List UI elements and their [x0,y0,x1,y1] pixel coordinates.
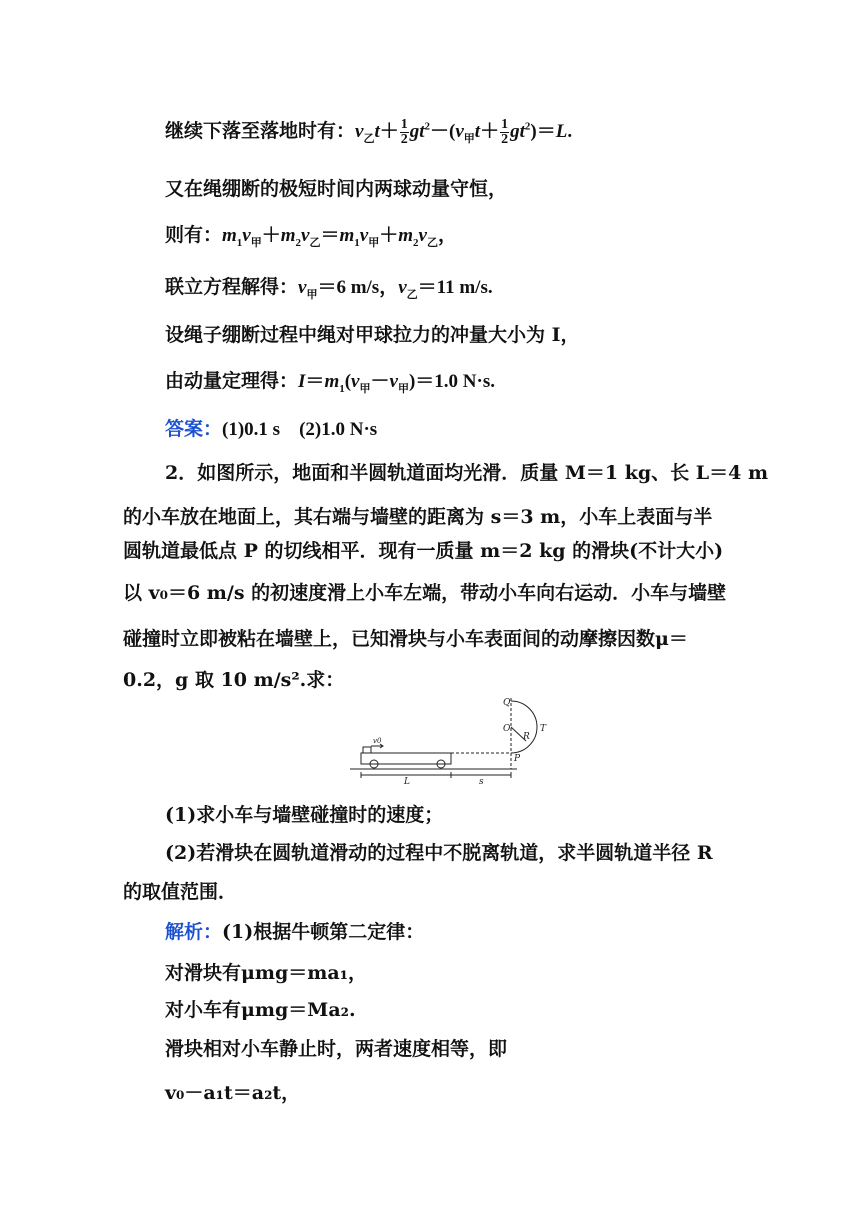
problem-line-2: 的小车放在地面上，其右端与墙壁的距离为 s＝3 m，小车上表面与半 [123,506,713,528]
formula-result: $v_甲=6$ m/s，$v_乙=11$ m/s. [298,277,493,301]
solution-line-6 [165,366,495,396]
analysis-line-2: 对滑块有μmg＝ma₁， [165,962,368,984]
analysis-line-1-text: (1)根据牛顿第二定律： [222,921,425,943]
problem-line-5: 碰撞时立即被粘在墙壁上，已知滑块与小车表面间的动摩擦因数μ＝ [123,628,688,650]
slider-block [363,747,371,753]
question-2b: 的取值范围． [123,881,238,903]
answer-line [165,414,377,441]
answer-label: 答案： [165,418,223,440]
formula-momentum: $m_1v_甲+m_2v_乙=m_1v_甲+m_2v_乙$， [222,225,457,249]
analysis-line-4: 滑块相对小车静止时，两者速度相等，即 [165,1038,508,1060]
question-1: (1)求小车与墙壁碰撞时的速度； [165,804,444,826]
cart-track-diagram [345,693,565,787]
analysis-line-1 [165,917,424,944]
problem-line-3: 圆轨道最低点 P 的切线相平．现有一质量 m＝2 kg 的滑块(不计大小) [123,540,724,562]
solution-line-1 [165,116,572,147]
analysis-label: 解析： [165,921,223,943]
label-Q: Q [503,698,511,708]
solution-line-1-prefix: 继续下落至落地时有： [165,120,356,142]
analysis-line-3: 对小车有μmg＝Ma₂. [165,999,356,1021]
solution-line-5: 设绳子绷断过程中绳对甲球拉力的冲量大小为 I， [165,324,580,346]
solution-line-3-prefix: 则有： [165,224,223,246]
solution-line-2: 又在绳绷断的极短时间内两球动量守恒， [165,178,508,200]
problem-line-6: 0.2，g 取 10 m/s².求： [123,669,345,691]
label-v0: v0 [373,737,382,745]
label-T: T [540,724,547,734]
label-O: O [503,724,511,734]
answer-text: (1)0.1 s (2)1.0 N·s [222,419,378,440]
label-L: L [404,777,410,787]
semicircle-track [511,701,537,753]
formula-fall: $v_乙t+$ $\frac{1}{2}$ $gt^2-(v_甲t+$ $\frac{1}{2}$ $gt^2)=L$. [355,117,573,148]
formula-impulse: $I=m_1(v_甲-v_甲)=1.0$ N·s. [298,371,495,395]
analysis-line-5: v₀－a₁t＝a₂t， [165,1082,301,1104]
solution-line-4 [165,272,493,302]
problem-line-1: 2．如图所示，地面和半圆轨道面均光滑．质量 M＝1 kg、长 L＝4 m [165,462,769,484]
label-P: P [514,754,521,764]
solution-line-3 [165,220,457,250]
solution-line-6-prefix: 由动量定理得： [165,370,299,392]
label-s: s [479,777,484,787]
problem-line-4: 以 v₀＝6 m/s 的初速度滑上小车左端，带动小车向右运动．小车与墙壁 [123,582,727,604]
solution-line-4-prefix: 联立方程解得： [165,276,299,298]
question-2a: (2)若滑块在圆轨道滑动的过程中不脱离轨道，求半圆轨道半径 R [165,842,713,864]
label-R: R [523,732,530,742]
